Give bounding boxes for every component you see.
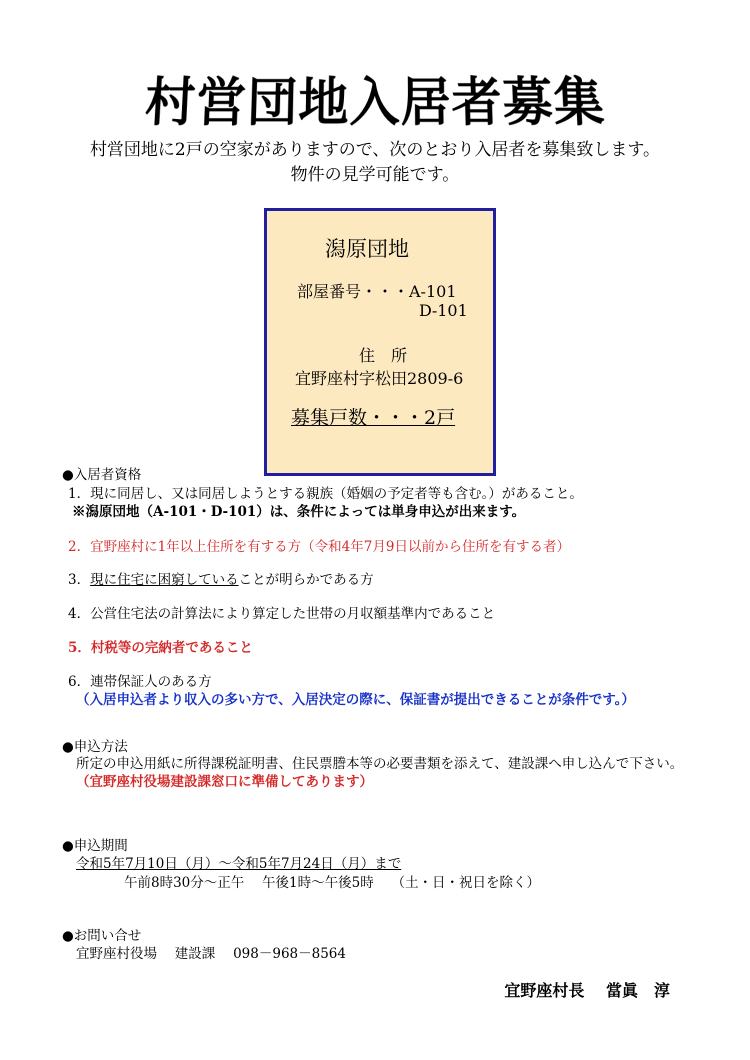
application-period-dates: 令和5年7月10日（月）～令和5年7月24日（月）まで bbox=[76, 856, 402, 872]
qualification-item-4: 4．公営住宅法の計算法により算定した世帯の月収額基準内であること bbox=[68, 606, 496, 622]
room-number-second: D‐101 bbox=[419, 301, 468, 320]
units-count: 募集戸数・・・2戸 bbox=[291, 407, 456, 429]
address-value: 宜野座村字松田2809‐6 bbox=[295, 369, 464, 388]
qualification-item-3-suffix: ことが明らかである方 bbox=[238, 572, 374, 588]
qualification-item-5: 5．村税等の完納者であること bbox=[68, 640, 253, 656]
qualification-item-6: 6．連帯保証人のある方 bbox=[68, 674, 212, 690]
intro-line-1: 村営団地に2戸の空家がありますので、次のとおり入居者を募集致します。 bbox=[89, 140, 661, 160]
application-period-hours: 午前8時30分～正午 午後1時～午後5時 （土・日・祝日を除く） bbox=[124, 875, 541, 891]
intro-text bbox=[0, 138, 750, 188]
inquiry-contact: 宜野座村役場 建設課 098－968－8564 bbox=[76, 946, 346, 962]
qualification-item-1-note: ※潟原団地（A‐101・D‐101）は、条件によっては単身申込が出来ます。 bbox=[72, 504, 526, 520]
address-label: 住所 bbox=[359, 346, 424, 365]
qualification-item-6-note: （入居申込者より収入の多い方で、入居決定の際に、保証書が提出できることが条件です。） bbox=[76, 692, 635, 708]
application-method-heading: ●申込方法 bbox=[62, 739, 128, 755]
qualification-item-2: 2．宜野座村に1年以上住所を有する方（令和4年7月9日以前から住所を有する者） bbox=[68, 539, 570, 555]
qualification-item-3 bbox=[68, 571, 374, 589]
qualifications-heading: ●入居者資格 bbox=[62, 467, 142, 483]
qualification-item-3-prefix: 3． bbox=[68, 572, 91, 588]
application-method-note: （宜野座村役場建設課窓口に準備してあります） bbox=[76, 774, 373, 790]
property-name: 潟原団地 bbox=[325, 237, 409, 261]
intro-line-2: 物件の見学可能です。 bbox=[290, 165, 460, 185]
application-method-text: 所定の申込用紙に所得課税証明書、住民票謄本等の必要書類を添えて、建設課へ申し込んで下さい。 bbox=[76, 756, 684, 772]
room-number: 部屋番号・・・A‐101 bbox=[297, 282, 457, 301]
qualification-item-1: 1．現に同居し、又は同居しようとする親族（婚姻の予定者等も含む。）があること。 bbox=[68, 486, 583, 502]
signature: 宜野座村長 當眞 淳 bbox=[504, 981, 670, 1000]
page-title: 村営団地入居者募集 bbox=[143, 72, 607, 133]
qualification-item-3-underlined: 現に住宅に困窮している bbox=[90, 572, 239, 588]
property-info-box bbox=[264, 208, 496, 476]
inquiry-heading: ●お問い合せ bbox=[62, 928, 142, 944]
application-period-heading: ●申込期間 bbox=[62, 838, 128, 854]
